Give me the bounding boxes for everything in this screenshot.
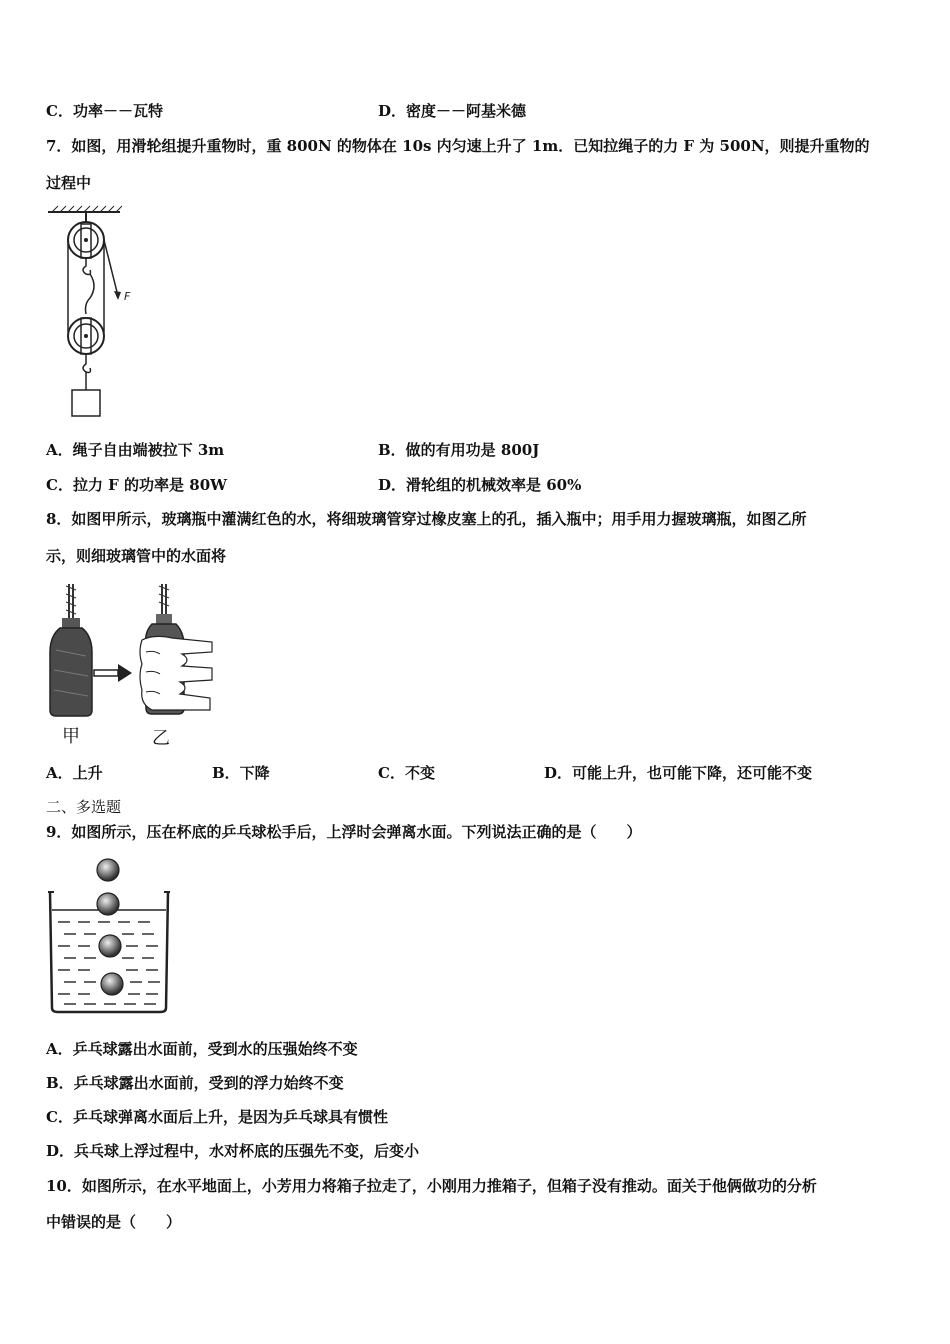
q9-option-d: D．兵乓球上浮过程中，水对杯底的压强先不变，后变小 bbox=[46, 1142, 420, 1160]
q7-option-a: A．绳子自由端被拉下 3m bbox=[46, 441, 225, 459]
q8-option-b: B．下降 bbox=[212, 764, 270, 782]
force-label: F bbox=[124, 290, 131, 303]
q9-option-a: A．乒乓球露出水面前，受到水的压强始终不变 bbox=[46, 1040, 358, 1058]
section-title: 二、多选题 bbox=[46, 798, 122, 816]
q10-stem-line2: 中错误的是（ ） bbox=[46, 1213, 182, 1231]
q7-stem-line2: 过程中 bbox=[46, 174, 92, 192]
q7-option-d: D．滑轮组的机械效率是 60% bbox=[378, 476, 582, 494]
q8-option-a: A．上升 bbox=[46, 764, 103, 782]
q8-stem-line2: 示，则细玻璃管中的水面将 bbox=[46, 547, 227, 565]
q8-stem-line1: 8．如图甲所示，玻璃瓶中灌满红色的水，将细玻璃管穿过橡皮塞上的孔，插入瓶中；用手用力握玻璃瓶，如图乙所 bbox=[46, 510, 807, 528]
figure-label-jia: 甲 bbox=[62, 726, 80, 747]
q9-option-c: C．乒乓球弹离水面后上升，是因为乒乓球具有惯性 bbox=[46, 1108, 388, 1126]
q8-option-d: D．可能上升，也可能下降，还可能不变 bbox=[544, 764, 813, 782]
bottle-left bbox=[50, 584, 92, 716]
bottle-right-with-hand bbox=[140, 584, 212, 714]
right-arrow-icon bbox=[94, 664, 132, 682]
pulley-system-figure bbox=[40, 204, 150, 420]
glass-bottle-figure bbox=[42, 580, 222, 748]
q9-option-b: B．乒乓球露出水面前，受到的浮力始终不变 bbox=[46, 1074, 344, 1092]
q7-option-b: B．做的有用功是 800J bbox=[378, 441, 540, 459]
q9-stem: 9．如图所示，压在杯底的乒乓球松手后，上浮时会弹离水面。下列说法正确的是（ ） bbox=[46, 823, 642, 841]
figure-label-yi: 乙 bbox=[152, 728, 170, 748]
beaker-pingpong-figure bbox=[44, 852, 174, 1018]
q8-option-c: C．不变 bbox=[378, 764, 435, 782]
q10-stem-line1: 10．如图所示，在水平地面上，小芳用力将箱子拉走了，小刚用力推箱子，但箱子没有推动。面关于他俩做功的分析 bbox=[46, 1177, 817, 1195]
q6-option-c: C．功率－－瓦特 bbox=[46, 102, 163, 120]
q7-option-c: C．拉力 F 的功率是 80W bbox=[46, 476, 227, 494]
q6-option-d: D．密度－－阿基米德 bbox=[378, 102, 527, 120]
q7-stem-line1: 7．如图，用滑轮组提升重物时，重 800N 的物体在 10s 内匀速上升了 1m．已知拉绳子的力 F 为 500N，则提升重物的 bbox=[46, 137, 870, 155]
